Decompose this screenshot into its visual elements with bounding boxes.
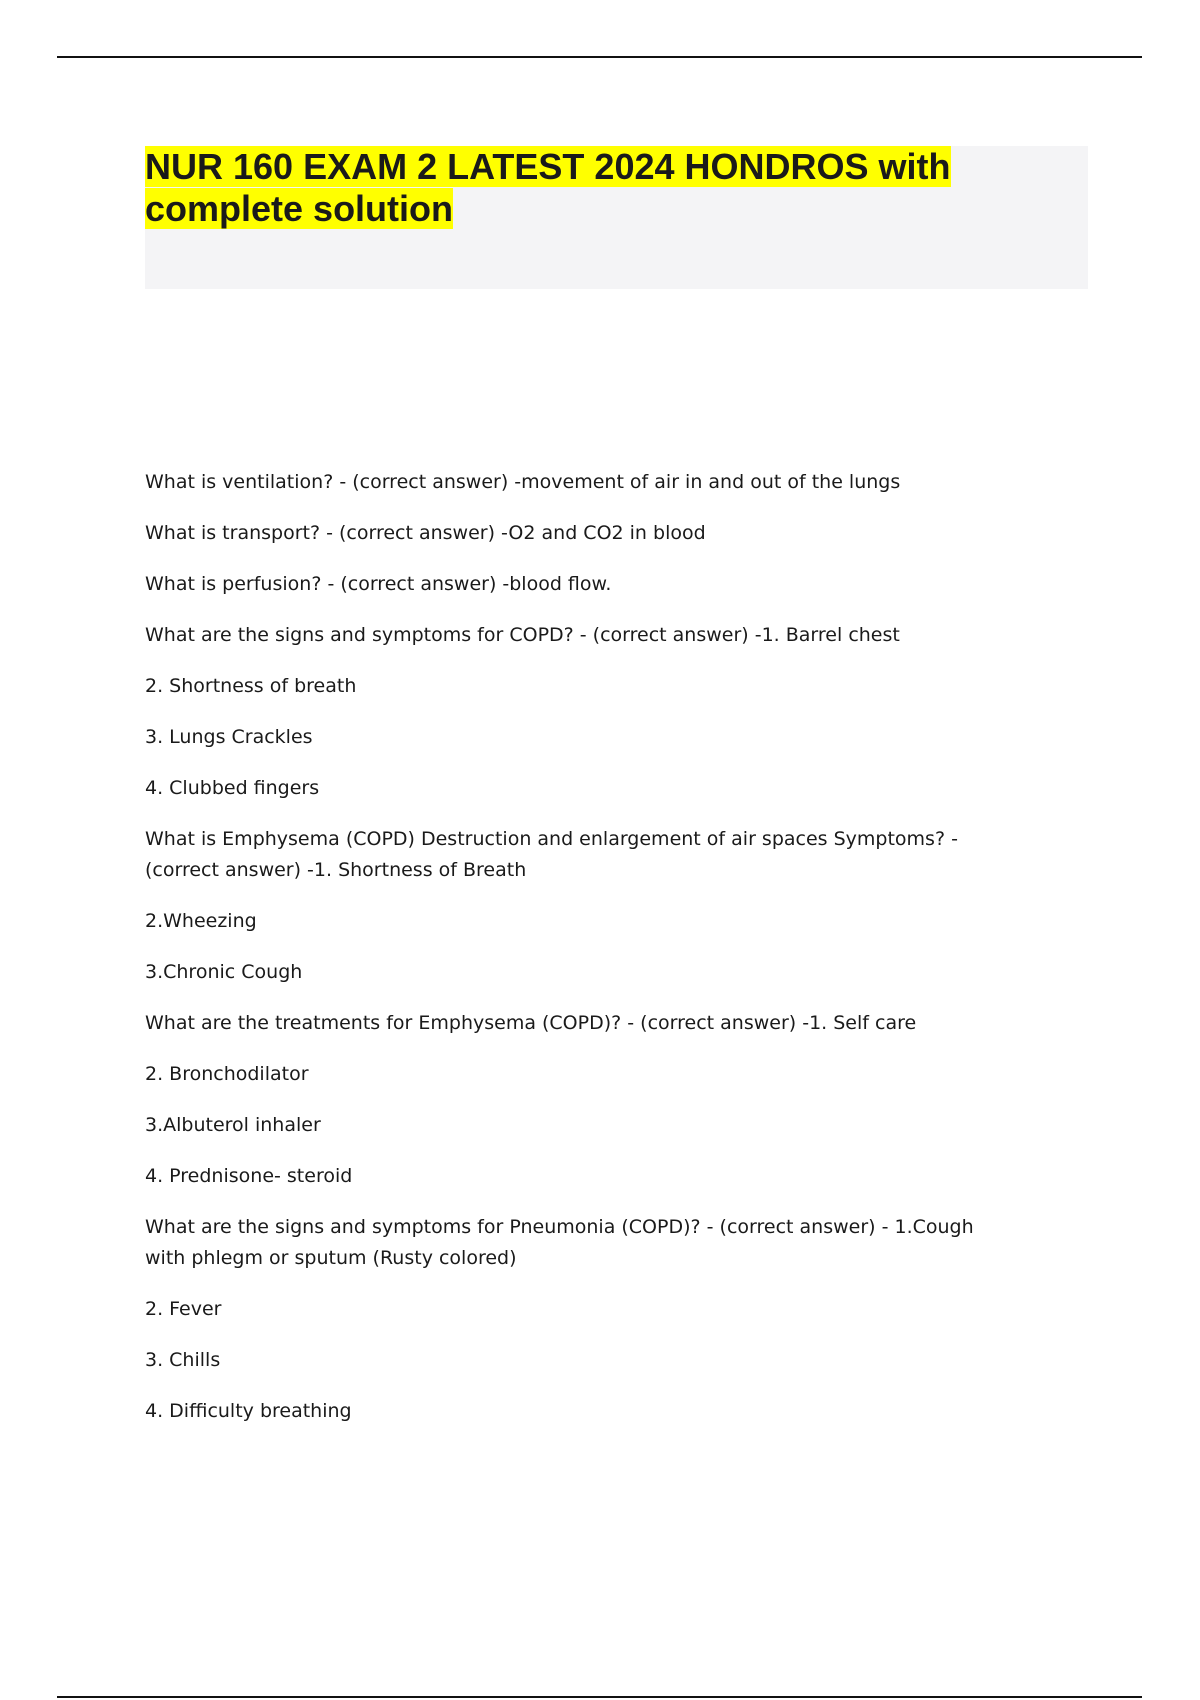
title-box	[145, 146, 1088, 289]
text-line: What are the signs and symptoms for Pneumonia (COPD)? - (correct answer) - 1.Cough with phlegm or sputum (Rusty colored)	[145, 1216, 974, 1269]
highlighted-title-text: NUR 160 EXAM 2 LATEST 2024 HONDROS with complete solution	[145, 146, 951, 229]
text-line: 2. Bronchodilator	[145, 1063, 309, 1085]
text-line: What are the treatments for Emphysema (COPD)? - (correct answer) -1. Self care	[145, 1012, 917, 1034]
text-line: 2.Wheezing	[145, 910, 257, 932]
text-line: 3. Lungs Crackles	[145, 726, 313, 748]
text-line: 3.Albuterol inhaler	[145, 1114, 321, 1136]
text-line: What is perfusion? - (correct answer) -blood flow.	[145, 573, 612, 595]
text-line: 2. Shortness of breath	[145, 675, 357, 697]
top-rule	[57, 56, 1142, 58]
text-line: 3. Chills	[145, 1349, 221, 1371]
text-line: 4. Difficulty breathing	[145, 1400, 352, 1422]
text-line: What is Emphysema (COPD) Destruction and enlargement of air spaces Symptoms? - (correct answer) -1. Shortness of Breath	[145, 828, 958, 881]
document-body	[145, 467, 985, 1447]
text-line: What is ventilation? - (correct answer) -movement of air in and out of the lungs	[145, 471, 901, 493]
page-title	[145, 146, 1005, 230]
bottom-rule	[57, 1696, 1142, 1698]
text-line: 2. Fever	[145, 1298, 222, 1320]
text-line: 4. Prednisone- steroid	[145, 1165, 353, 1187]
text-line: 4. Clubbed fingers	[145, 777, 320, 799]
text-line: What are the signs and symptoms for COPD? - (correct answer) -1. Barrel chest	[145, 624, 900, 646]
text-line: What is transport? - (correct answer) -O2 and CO2 in blood	[145, 522, 706, 544]
text-line: 3.Chronic Cough	[145, 961, 303, 983]
